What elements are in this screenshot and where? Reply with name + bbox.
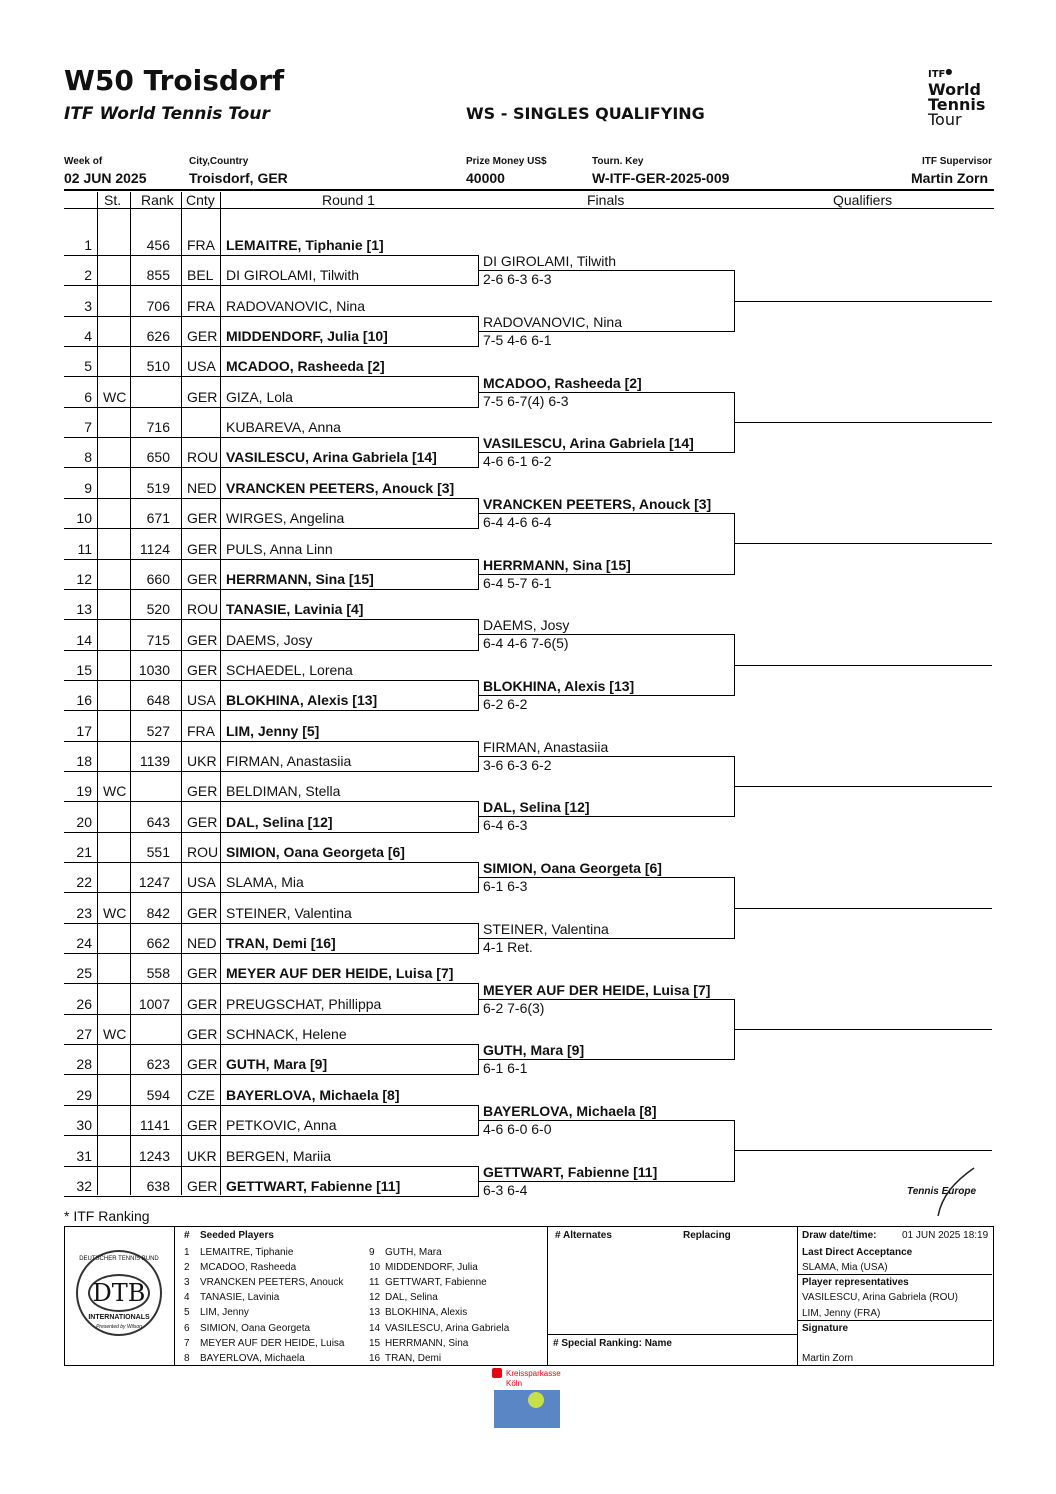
player-rank: 1007: [138, 995, 170, 1012]
seed-name: LIM, Jenny: [200, 1307, 249, 1319]
dtb-ring-top: DEUTSCHER TENNIS BUND: [79, 1256, 159, 1262]
player-rank: 594: [146, 1086, 170, 1103]
seed-number: 10: [369, 1262, 381, 1274]
player-line: [64, 498, 478, 499]
rep-1: VASILESCU, Arina Gabriela (ROU): [802, 1292, 958, 1303]
player-rank: 660: [146, 570, 170, 587]
draw-number: 25: [76, 965, 92, 982]
draw-date-value: 01 JUN 2025 18:19: [902, 1230, 989, 1241]
week-value: 02 JUN 2025: [64, 170, 147, 186]
reps-divider: [797, 1320, 992, 1321]
player-name: PREUGSCHAT, Phillippa: [226, 995, 382, 1012]
player-name: BELDIMAN, Stella: [226, 783, 341, 800]
seed-number: 13: [369, 1307, 381, 1319]
logo-line2: Tennis: [928, 95, 986, 114]
finals-score: 7-5 4-6 6-1: [483, 331, 552, 348]
player-rank: 648: [146, 692, 170, 709]
player-rank: 716: [146, 419, 170, 436]
player-country: ROU: [187, 449, 219, 466]
draw-number: 20: [76, 813, 92, 830]
player-line: [64, 316, 478, 317]
player-name: MEYER AUF DER HEIDE, Luisa [7]: [226, 965, 454, 982]
logo-itf-text: ITF: [928, 69, 946, 80]
player-name: FIRMAN, Anastasiia: [226, 752, 352, 769]
col-qualifiers: Qualifiers: [833, 192, 893, 208]
player-rank: 558: [146, 965, 170, 982]
finals-score: 6-4 4-6 6-4: [483, 513, 552, 530]
player-country: USA: [187, 358, 216, 375]
player-country: USA: [187, 692, 216, 709]
player-name: SCHNACK, Helene: [226, 1026, 347, 1043]
seed-name: HERRMANN, Sina: [385, 1337, 469, 1349]
seed-number: 15: [369, 1337, 381, 1349]
player-line: [64, 346, 478, 347]
seed-name: SIMION, Oana Georgeta: [200, 1322, 311, 1334]
draw-number: 29: [76, 1086, 92, 1103]
player-line: [64, 680, 478, 681]
seed-number: 9: [369, 1247, 375, 1258]
seed-name: TRAN, Demi: [385, 1352, 442, 1364]
player-country: ROU: [187, 601, 219, 618]
club-logo-icon: [494, 1390, 560, 1428]
player-name: HERRMANN, Sina [15]: [226, 570, 374, 587]
seed-name: VRANCKEN PEETERS, Anouck: [200, 1277, 344, 1289]
finals-score: 4-6 6-0 6-0: [483, 1120, 552, 1137]
player-rank: 671: [146, 510, 170, 527]
draw-number: 9: [84, 479, 92, 496]
player-country: CZE: [187, 1086, 215, 1103]
finals-winner: DAL, Selina [12]: [483, 799, 590, 816]
dtb-ring-bottom: INTERNATIONALS: [88, 1314, 150, 1321]
seed-number: 12: [369, 1292, 381, 1304]
player-country: GER: [187, 783, 218, 800]
player-rank: 1243: [138, 1147, 170, 1164]
finals-winner: GETTWART, Fabienne [11]: [483, 1163, 658, 1180]
seed-name: DAL, Selina: [385, 1292, 438, 1304]
player-rank: 1030: [138, 661, 170, 678]
player-name: DI GIROLAMI, Tilwith: [226, 267, 360, 284]
finals-winner: MCADOO, Rasheeda [2]: [483, 374, 642, 391]
entry-status: WC: [103, 904, 127, 921]
qualifier-line: [734, 1150, 992, 1151]
player-line: [64, 1044, 478, 1045]
player-line: [64, 983, 478, 984]
player-rank: 638: [146, 1177, 170, 1194]
finals-score: 6-1 6-1: [483, 1060, 528, 1077]
key-value: W-ITF-GER-2025-009: [592, 170, 730, 186]
draw-number: 30: [76, 1117, 92, 1134]
player-country: GER: [187, 510, 218, 527]
entry-status: WC: [103, 1026, 127, 1043]
player-country: UKR: [187, 752, 217, 769]
player-country: NED: [187, 935, 217, 952]
seed-name: BLOKHINA, Alexis: [385, 1307, 468, 1319]
replacing-title: Replacing: [683, 1230, 731, 1241]
seed-number: 6: [184, 1322, 190, 1334]
player-line: [64, 862, 478, 863]
seed-number: 16: [369, 1352, 381, 1364]
seed-name: LEMAITRE, Tiphanie: [200, 1247, 294, 1258]
finals-winner: FIRMAN, Anastasiia: [483, 738, 609, 755]
draw-number: 11: [77, 540, 92, 557]
col-rank: Rank: [141, 192, 174, 208]
dtb-logo: [76, 1250, 162, 1336]
finals-winner: VASILESCU, Arina Gabriela [14]: [483, 435, 694, 452]
seeded-hash: #: [184, 1230, 190, 1241]
seed-number: 1: [184, 1247, 190, 1258]
sponsor-logo: [492, 1368, 564, 1430]
player-line: [64, 1196, 478, 1197]
player-country: FRA: [187, 237, 215, 253]
player-country: USA: [187, 874, 216, 891]
player-name: PETKOVIC, Anna: [226, 1117, 337, 1134]
player-country: GER: [187, 904, 218, 921]
seed-number: 14: [369, 1322, 381, 1334]
player-name: PULS, Anna Linn: [226, 540, 333, 557]
player-rank: 623: [146, 1056, 170, 1073]
sponsor-city: Köln: [506, 1379, 523, 1388]
dtb-wilson: Presented by Wilson: [96, 1324, 142, 1330]
player-rank: 551: [146, 844, 170, 860]
player-line: [64, 255, 478, 256]
player-country: GER: [187, 1056, 218, 1073]
player-country: GER: [187, 813, 218, 830]
draw-number: 6: [84, 388, 92, 405]
player-line: [64, 1014, 478, 1015]
special-ranking-divider: [547, 1334, 797, 1335]
finals-winner: DI GIROLAMI, Tilwith: [483, 253, 617, 270]
draw-number: 19: [76, 783, 92, 800]
finals-winner: STEINER, Valentina: [483, 920, 609, 937]
player-rank: 1247: [138, 874, 170, 891]
prize-value: 40000: [466, 170, 505, 186]
player-name: DAL, Selina [12]: [226, 813, 333, 830]
player-line: [64, 1105, 478, 1106]
player-name: BLOKHINA, Alexis [13]: [226, 692, 378, 709]
draw-number: 16: [76, 692, 92, 709]
signature-value: Martin Zorn: [802, 1353, 854, 1364]
player-country: UKR: [187, 1147, 217, 1164]
supervisor-label: ITF Supervisor: [921, 156, 992, 167]
player-rank: 706: [146, 297, 170, 314]
player-name: GETTWART, Fabienne [11]: [226, 1177, 401, 1194]
player-line: [64, 650, 478, 651]
lda-divider: [797, 1274, 992, 1275]
player-name: TRAN, Demi [16]: [226, 935, 336, 952]
seed-name: BAYERLOVA, Michaela: [200, 1352, 305, 1364]
finals-score: 6-4 4-6 7-6(5): [483, 635, 569, 652]
draw-number: 12: [76, 570, 92, 587]
finals-score: 4-1 Ret.: [483, 938, 533, 955]
logo-line3: Tour: [928, 110, 962, 129]
seed-number: 4: [184, 1292, 190, 1304]
player-rank: 510: [146, 358, 170, 375]
player-country: GER: [187, 1177, 218, 1194]
city-label: City,Country: [189, 156, 249, 167]
player-line: [64, 376, 478, 377]
tennis-europe-swoosh-icon: [934, 1166, 980, 1218]
player-name: GUTH, Mara [9]: [226, 1056, 328, 1073]
finals-score: 3-6 6-3 6-2: [483, 756, 552, 773]
entry-status: WC: [103, 388, 127, 405]
seed-number: 8: [184, 1352, 190, 1364]
entry-status: WC: [103, 783, 127, 800]
seed-name: VASILESCU, Arina Gabriela: [385, 1322, 510, 1334]
draw-number: 15: [76, 661, 92, 678]
finals-winner: VRANCKEN PEETERS, Anouck [3]: [483, 495, 712, 512]
seed-name: GUTH, Mara: [385, 1247, 442, 1258]
player-name: GIZA, Lola: [226, 388, 293, 405]
player-name: SLAMA, Mia: [226, 874, 304, 891]
player-line: [64, 892, 478, 893]
draw-number: 21: [76, 844, 92, 860]
signature-label: Signature: [802, 1323, 849, 1334]
player-rank: 715: [146, 631, 170, 648]
draw-number: 10: [76, 510, 92, 527]
tennis-ball-icon: [528, 1392, 544, 1408]
player-rank: 662: [146, 935, 170, 952]
player-rank: 527: [146, 722, 170, 739]
draw-number: 8: [84, 449, 92, 466]
player-line: [64, 467, 478, 468]
player-name: BAYERLOVA, Michaela [8]: [226, 1086, 400, 1103]
player-name: MCADOO, Rasheeda [2]: [226, 358, 385, 375]
player-country: GER: [187, 1117, 218, 1134]
week-label: Week of: [64, 156, 103, 167]
qualifier-line: [734, 543, 992, 544]
finals-winner: DAEMS, Josy: [483, 617, 570, 634]
player-name: BERGEN, Mariia: [226, 1147, 332, 1164]
player-country: GER: [187, 328, 218, 345]
finals-score: 6-4 6-3: [483, 817, 528, 834]
player-name: VRANCKEN PEETERS, Anouck [3]: [226, 479, 455, 496]
player-name: STEINER, Valentina: [226, 904, 352, 921]
player-country: GER: [187, 388, 218, 405]
footer-sep-2: [547, 1226, 548, 1365]
seeded-title: Seeded Players: [200, 1230, 274, 1241]
qualifier-line: [734, 665, 992, 666]
draw-number: 18: [76, 752, 92, 769]
col-cnty: Cnty: [186, 192, 215, 208]
player-line: [64, 437, 478, 438]
finals-score: 6-2 6-2: [483, 696, 528, 713]
player-country: GER: [187, 965, 218, 982]
player-rank: 626: [146, 328, 170, 345]
draw-number: 28: [76, 1056, 92, 1073]
prize-label: Prize Money US$: [466, 156, 547, 167]
seed-number: 2: [184, 1262, 190, 1274]
seed-number: 7: [184, 1337, 190, 1349]
finals-score: 4-6 6-1 6-2: [483, 453, 552, 470]
player-country: ROU: [187, 844, 219, 860]
player-rank: 520: [146, 601, 170, 618]
draw-number: 31: [76, 1147, 92, 1164]
finals-score: 2-6 6-3 6-3: [483, 271, 552, 288]
player-country: FRA: [187, 722, 215, 739]
draw-number: 24: [76, 935, 92, 952]
player-name: RADOVANOVIC, Nina: [226, 297, 365, 314]
dtb-letters: DTB: [88, 1274, 150, 1312]
player-line: [64, 710, 478, 711]
finals-winner: BAYERLOVA, Michaela [8]: [483, 1102, 657, 1119]
draw-number: 14: [76, 631, 92, 648]
seed-name: MEYER AUF DER HEIDE, Luisa: [200, 1337, 345, 1349]
finals-winner: HERRMANN, Sina [15]: [483, 556, 631, 573]
player-line: [64, 285, 478, 286]
player-name: LEMAITRE, Tiphanie [1]: [226, 237, 384, 253]
player-line: [64, 589, 478, 590]
sparkasse-icon: [492, 1368, 502, 1378]
player-name: VASILESCU, Arina Gabriela [14]: [226, 449, 437, 466]
draw-number: 32: [76, 1177, 92, 1194]
player-country: GER: [187, 995, 218, 1012]
tennis-europe-text: Tennis Europe: [907, 1186, 977, 1197]
alternates-title: # Alternates: [555, 1230, 612, 1241]
seed-number: 11: [369, 1277, 380, 1289]
player-line: [64, 771, 478, 772]
sponsor-name: Kreissparkasse: [506, 1369, 561, 1378]
player-name: WIRGES, Angelina: [226, 510, 345, 527]
tour-subtitle: ITF World Tennis Tour: [64, 104, 270, 124]
logo-dot-icon: ●: [945, 67, 953, 76]
player-line: [64, 559, 478, 560]
draw-number: 26: [76, 995, 92, 1012]
player-country: GER: [187, 661, 218, 678]
finals-score: 6-1 6-3: [483, 878, 528, 895]
draw-number: 27: [76, 1026, 92, 1043]
player-name: SCHAEDEL, Lorena: [226, 661, 353, 678]
player-name: KUBAREVA, Anna: [226, 419, 341, 436]
player-rank: 519: [146, 479, 170, 496]
player-rank: 643: [146, 813, 170, 830]
player-line: [64, 953, 478, 954]
finals-score: 6-3 6-4: [483, 1181, 528, 1198]
finals-winner: SIMION, Oana Georgeta [6]: [483, 860, 662, 877]
draw-number: 7: [84, 419, 92, 436]
player-name: SIMION, Oana Georgeta [6]: [226, 844, 405, 860]
header-divider: [64, 189, 994, 191]
player-rank: 842: [146, 904, 170, 921]
seed-name: MIDDENDORF, Julia: [385, 1262, 478, 1274]
seed-name: GETTWART, Fabienne: [385, 1277, 487, 1289]
col-finals: Finals: [587, 192, 625, 208]
draw-number: 13: [76, 601, 92, 618]
player-rank: 1124: [139, 540, 170, 557]
special-ranking-title: # Special Ranking: Name: [553, 1338, 672, 1349]
player-name: DAEMS, Josy: [226, 631, 313, 648]
player-country: GER: [187, 631, 218, 648]
seed-name: TANASIE, Lavinia: [200, 1292, 280, 1304]
draw-number: 5: [84, 358, 92, 375]
finals-winner: GUTH, Mara [9]: [483, 1042, 585, 1059]
finals-winner: BLOKHINA, Alexis [13]: [483, 678, 635, 695]
player-country: GER: [187, 570, 218, 587]
qualifier-line: [734, 908, 992, 909]
tournament-title: W50 Troisdorf: [64, 64, 285, 97]
lda-label: Last Direct Acceptance: [802, 1247, 913, 1258]
seed-name: MCADOO, Rasheeda: [200, 1262, 297, 1274]
player-line: [64, 923, 478, 924]
player-rank: 855: [146, 267, 170, 284]
player-line: [64, 801, 478, 802]
draw-number: 3: [84, 297, 92, 314]
draw-date-label: Draw date/time:: [802, 1230, 877, 1241]
wtt-logo: [928, 64, 985, 127]
player-country: GER: [187, 1026, 218, 1043]
player-line: [64, 407, 478, 408]
player-country: GER: [187, 540, 218, 557]
player-line: [64, 741, 478, 742]
player-rank: 1141: [139, 1117, 170, 1134]
rep-2: LIM, Jenny (FRA): [802, 1308, 881, 1319]
qualifier-line: [734, 422, 992, 423]
qualifier-line: [734, 1029, 992, 1030]
player-line: [64, 528, 478, 529]
draw-number: 23: [76, 904, 92, 921]
logo-line1: World: [928, 80, 981, 99]
finals-score: 6-4 5-7 6-1: [483, 574, 552, 591]
qualifier-line: [734, 786, 992, 787]
player-country: FRA: [187, 297, 215, 314]
draw-type: WS - SINGLES QUALIFYING: [466, 104, 705, 123]
lda-value: SLAMA, Mia (USA): [802, 1262, 888, 1273]
col-round1: Round 1: [322, 192, 375, 208]
footer-sep-1: [174, 1226, 175, 1365]
qualifier-line: [734, 301, 992, 302]
draw-number: 2: [84, 267, 92, 284]
player-line: [64, 1074, 478, 1075]
key-label: Tourn. Key: [592, 156, 644, 167]
reps-label: Player representatives: [802, 1277, 909, 1288]
finals-score: 7-5 6-7(4) 6-3: [483, 392, 569, 409]
draw-number: 1: [84, 237, 92, 253]
column-header-divider: [64, 208, 994, 209]
draw-number: 4: [84, 328, 92, 345]
supervisor-value: Martin Zorn: [911, 170, 988, 186]
seed-number: 3: [184, 1277, 190, 1289]
player-rank: 1139: [139, 752, 170, 769]
player-rank: 650: [146, 449, 170, 466]
player-name: MIDDENDORF, Julia [10]: [226, 328, 388, 345]
player-country: BEL: [187, 267, 214, 284]
player-line: [64, 1135, 478, 1136]
city-value: Troisdorf, GER: [189, 170, 288, 186]
col-st: St.: [104, 192, 122, 208]
player-line: [64, 1166, 478, 1167]
player-rank: 456: [146, 237, 170, 253]
finals-score: 6-2 7-6(3): [483, 999, 545, 1016]
player-name: LIM, Jenny [5]: [226, 722, 320, 739]
player-line: [64, 832, 478, 833]
finals-winner: RADOVANOVIC, Nina: [483, 313, 622, 330]
player-name: TANASIE, Lavinia [4]: [226, 601, 364, 618]
draw-number: 22: [76, 874, 92, 891]
seed-number: 5: [184, 1307, 190, 1319]
finals-winner: MEYER AUF DER HEIDE, Luisa [7]: [483, 981, 711, 998]
footer-sep-3: [797, 1226, 798, 1365]
draw-number: 17: [76, 722, 92, 739]
player-country: NED: [187, 479, 217, 496]
player-line: [64, 619, 478, 620]
itf-ranking-note: * ITF Ranking: [64, 1208, 150, 1224]
